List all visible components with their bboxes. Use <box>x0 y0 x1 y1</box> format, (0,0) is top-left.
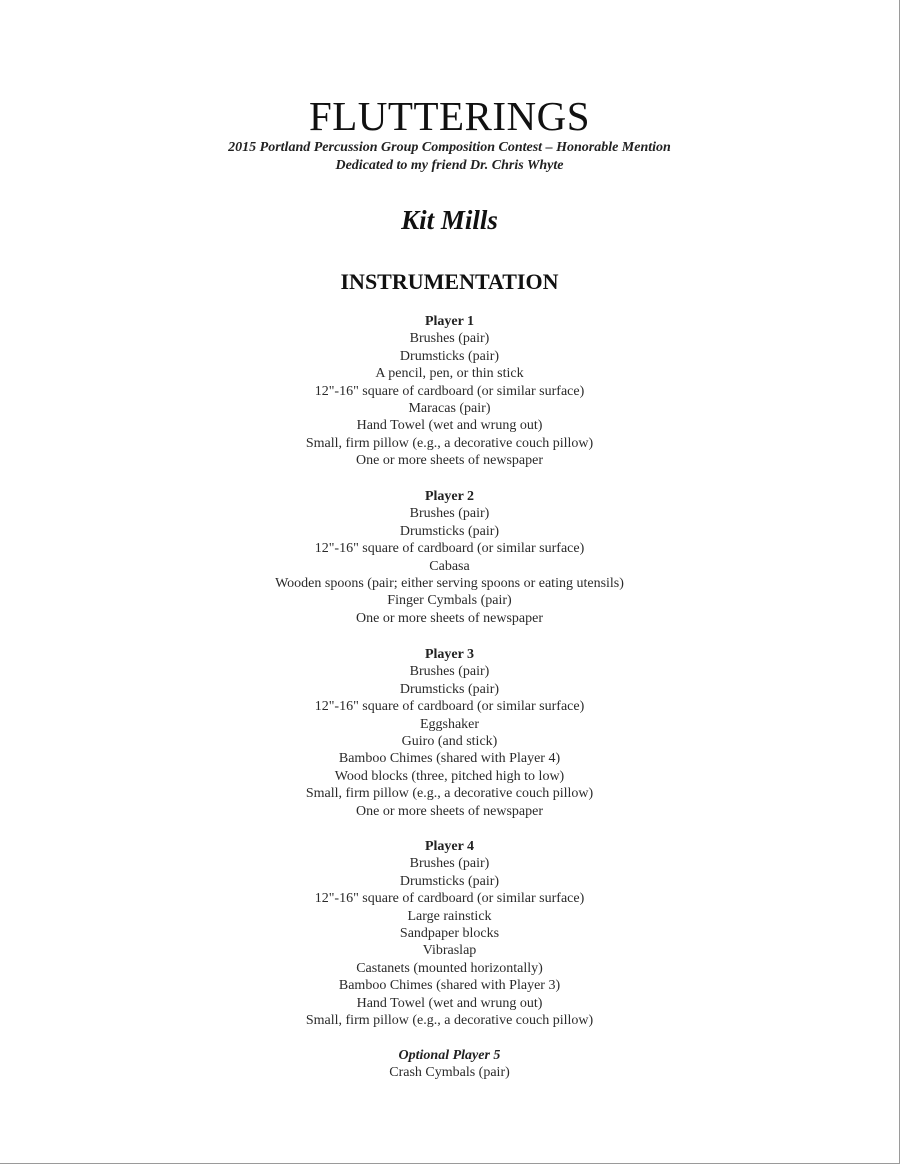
instrument-item: 12"-16" square of cardboard (or similar surface) <box>314 699 585 715</box>
instrument-item: Wood blocks (three, pitched high to low) <box>334 768 565 784</box>
player-1-section <box>0 313 899 470</box>
instrument-item: Brushes (pair) <box>409 331 490 347</box>
instrument-item: One or more sheets of newspaper <box>356 453 543 469</box>
instrument-item: Bamboo Chimes (shared with Player 3) <box>338 978 561 994</box>
instrument-item: Crash Cymbals (pair) <box>389 1065 510 1081</box>
instrument-item: Drumsticks (pair) <box>399 681 500 697</box>
instrument-item: Drumsticks (pair) <box>399 348 500 364</box>
instrument-item: 12"-16" square of cardboard (or similar surface) <box>314 383 585 399</box>
instrument-item: Hand Towel (wet and wrung out) <box>356 418 543 434</box>
instrument-item: Guiro (and stick) <box>401 734 498 750</box>
instrument-item: Cabasa <box>429 558 470 574</box>
instrument-item: Brushes (pair) <box>409 856 490 872</box>
instrument-item: Small, firm pillow (e.g., a decorative couch pillow) <box>305 435 594 451</box>
instrument-item: Drumsticks (pair) <box>399 523 500 539</box>
instrument-item: Eggshaker <box>419 716 480 732</box>
player-3-section <box>0 646 899 820</box>
player-2-section <box>0 488 899 627</box>
composer-name: Kit Mills <box>401 205 498 235</box>
player-name: Player 1 <box>424 314 475 329</box>
instrument-item: A pencil, pen, or thin stick <box>375 366 524 382</box>
subtitle <box>0 139 899 175</box>
instrument-item: Small, firm pillow (e.g., a decorative couch pillow) <box>305 1013 594 1029</box>
optional-player-5-section <box>0 1047 899 1082</box>
instrument-item: One or more sheets of newspaper <box>356 803 543 819</box>
instrument-item: Castanets (mounted horizontally) <box>356 960 543 976</box>
piece-title: FLUTTERINGS <box>308 93 591 139</box>
instrument-item: Small, firm pillow (e.g., a decorative couch pillow) <box>305 786 594 802</box>
instrument-item: Maracas (pair) <box>408 401 491 417</box>
player-4-section <box>0 838 899 1029</box>
player-name: Optional Player 5 <box>398 1048 501 1063</box>
instrument-item: Brushes (pair) <box>409 506 490 522</box>
instrument-item: Finger Cymbals (pair) <box>387 593 512 609</box>
instrument-item: Large rainstick <box>407 908 492 924</box>
instrument-item: One or more sheets of newspaper <box>356 610 543 626</box>
instrument-item: Hand Towel (wet and wrung out) <box>356 995 543 1011</box>
instrument-item: Brushes (pair) <box>409 664 490 680</box>
player-name: Player 3 <box>424 647 475 662</box>
contest-line: 2015 Portland Percussion Group Composition Contest – Honorable Mention <box>228 140 671 155</box>
dedication-line: Dedicated to my friend Dr. Chris Whyte <box>335 158 564 173</box>
instrument-item: Wooden spoons (pair; either serving spoons or eating utensils) <box>275 576 624 592</box>
player-name: Player 4 <box>424 839 475 854</box>
instrument-item: 12"-16" square of cardboard (or similar surface) <box>314 891 585 907</box>
instrument-item: Vibraslap <box>422 943 477 959</box>
instrument-item: 12"-16" square of cardboard (or similar surface) <box>314 541 585 557</box>
instrument-item: Sandpaper blocks <box>399 926 500 942</box>
instrument-item: Bamboo Chimes (shared with Player 4) <box>338 751 561 767</box>
instrument-item: Drumsticks (pair) <box>399 873 500 889</box>
player-name: Player 2 <box>424 489 475 504</box>
instrumentation-heading: INSTRUMENTATION <box>340 269 559 294</box>
